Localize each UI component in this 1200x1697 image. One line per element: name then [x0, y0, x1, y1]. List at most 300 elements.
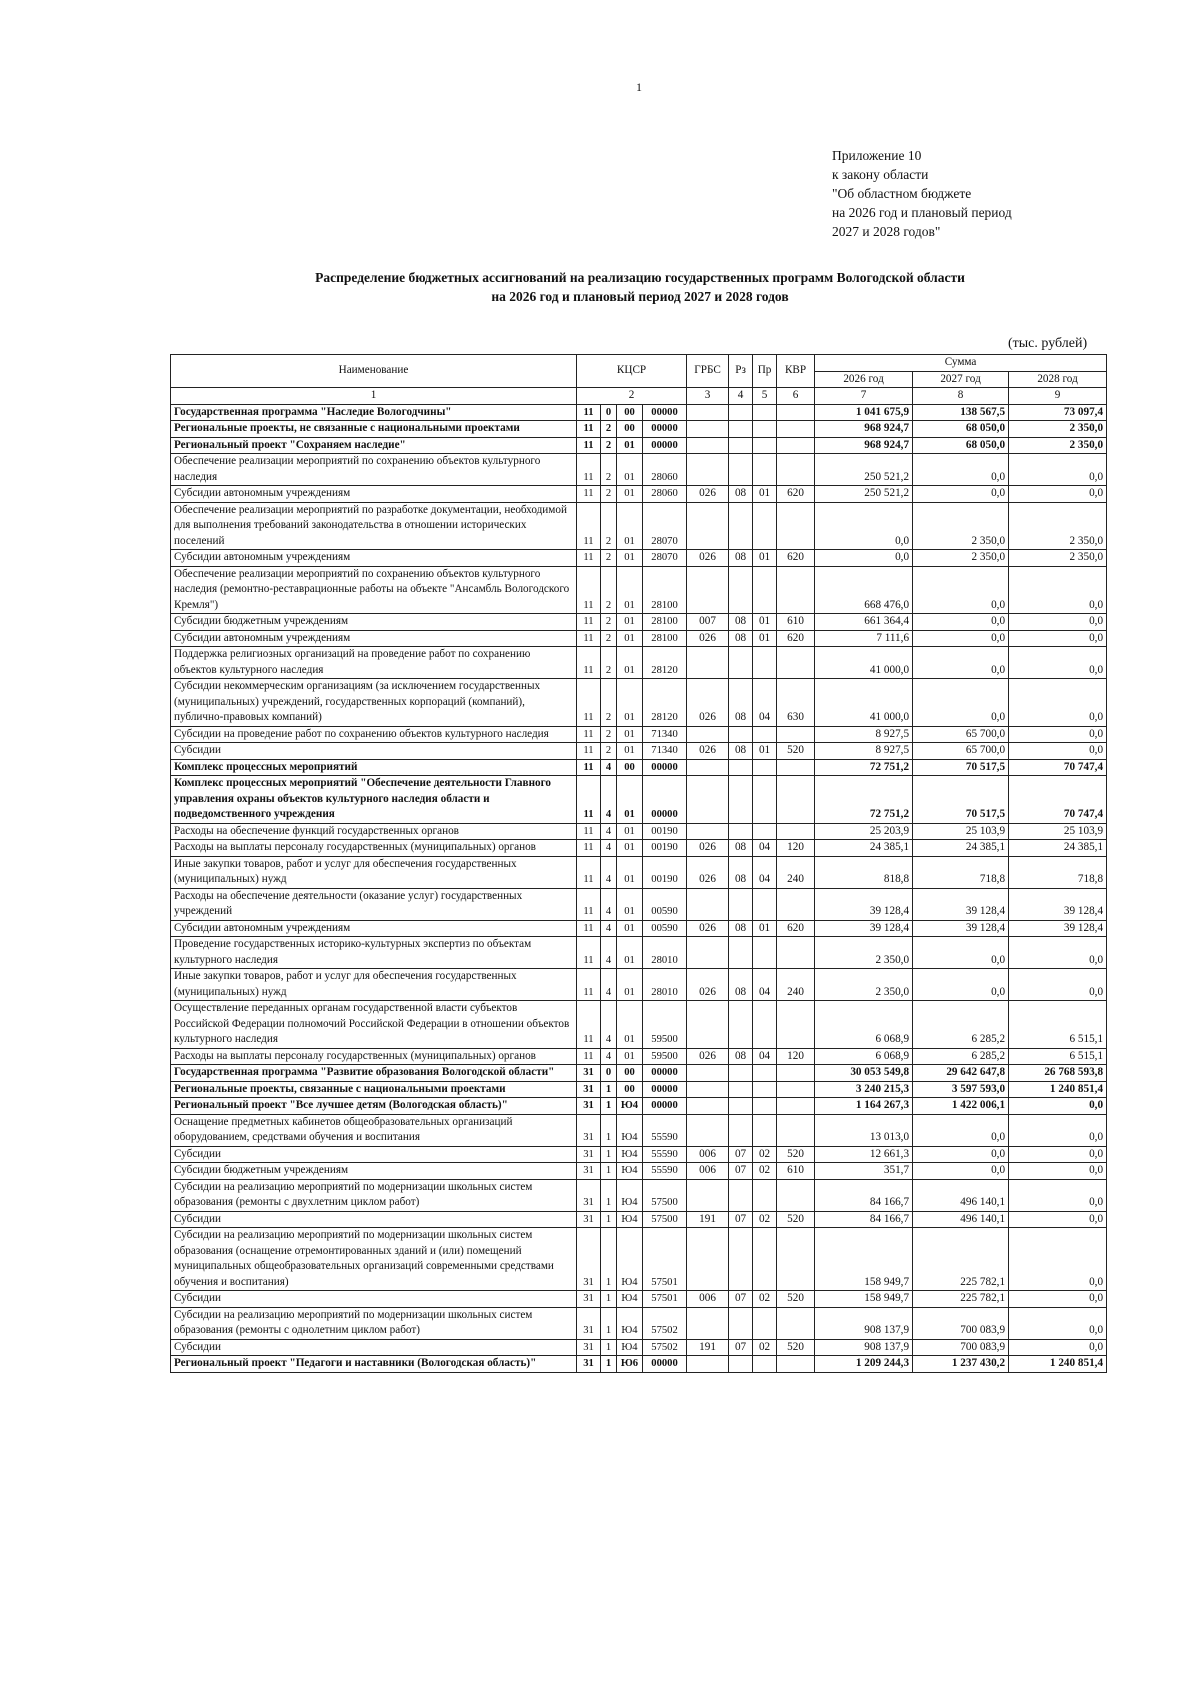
- kcsr-structure-code: Ю4: [617, 1339, 643, 1356]
- grbs-code: [687, 1179, 729, 1211]
- row-name: Субсидии автономным учреждениям: [171, 630, 577, 647]
- grbs-code: [687, 1228, 729, 1291]
- row-name: Государственная программа "Наследие Вологодчины": [171, 404, 577, 421]
- grbs-code: [687, 502, 729, 550]
- pr-code: [753, 1081, 777, 1098]
- kcsr-type-code: 1: [601, 1228, 617, 1291]
- pr-code: [753, 1179, 777, 1211]
- grbs-code: 191: [687, 1339, 729, 1356]
- kcsr-direction-code: 00000: [643, 404, 687, 421]
- sum-2027: 0,0: [913, 614, 1009, 631]
- row-name: Региональный проект "Все лучшее детям (Вологодская область)": [171, 1098, 577, 1115]
- kcsr-direction-code: 00190: [643, 840, 687, 857]
- kcsr-type-code: 2: [601, 679, 617, 727]
- header-year-2027: 2027 год: [913, 371, 1009, 388]
- sum-2028: 0,0: [1009, 1146, 1107, 1163]
- table-row: [171, 1048, 1107, 1065]
- table-row: [171, 566, 1107, 614]
- kvr-code: 630: [777, 679, 815, 727]
- row-name: Субсидии: [171, 743, 577, 760]
- kcsr-program-code: 11: [577, 937, 601, 969]
- grbs-code: [687, 1114, 729, 1146]
- sum-2026: 968 924,7: [815, 421, 913, 438]
- kcsr-type-code: 4: [601, 759, 617, 776]
- kvr-code: 620: [777, 920, 815, 937]
- table-row: [171, 1081, 1107, 1098]
- sum-2028: 718,8: [1009, 856, 1107, 888]
- kcsr-direction-code: 00000: [643, 1356, 687, 1373]
- header-grbs: ГРБС: [687, 355, 729, 388]
- kcsr-type-code: 4: [601, 920, 617, 937]
- rz-code: [729, 1098, 753, 1115]
- kcsr-type-code: 2: [601, 502, 617, 550]
- sum-2027: 0,0: [913, 1114, 1009, 1146]
- kvr-code: [777, 502, 815, 550]
- table-row: [171, 1228, 1107, 1291]
- rz-code: [729, 1307, 753, 1339]
- table-row: [171, 1001, 1107, 1049]
- kcsr-program-code: 11: [577, 679, 601, 727]
- document-title-line-1: Распределение бюджетных ассигнований на реализацию государственных программ Вологодской области: [315, 270, 965, 285]
- kvr-code: [777, 421, 815, 438]
- rz-code: [729, 726, 753, 743]
- kcsr-program-code: 11: [577, 437, 601, 454]
- sum-2028: 0,0: [1009, 630, 1107, 647]
- kcsr-direction-code: 28070: [643, 550, 687, 567]
- rz-code: [729, 454, 753, 486]
- sum-2027: 1 237 430,2: [913, 1356, 1009, 1373]
- kcsr-program-code: 11: [577, 1001, 601, 1049]
- table-row: [171, 1211, 1107, 1228]
- table-row: [171, 454, 1107, 486]
- kcsr-type-code: 2: [601, 630, 617, 647]
- kcsr-type-code: 1: [601, 1339, 617, 1356]
- rz-code: [729, 1001, 753, 1049]
- sum-2028: 0,0: [1009, 743, 1107, 760]
- kcsr-type-code: 4: [601, 1001, 617, 1049]
- rz-code: [729, 1065, 753, 1082]
- rz-code: [729, 647, 753, 679]
- sum-2028: 0,0: [1009, 937, 1107, 969]
- column-number: 4: [729, 388, 753, 405]
- kcsr-type-code: 1: [601, 1211, 617, 1228]
- grbs-code: [687, 404, 729, 421]
- grbs-code: 026: [687, 743, 729, 760]
- sum-2028: 2 350,0: [1009, 550, 1107, 567]
- document-title-line-2: на 2026 год и плановый период 2027 и 2028 годов: [491, 289, 789, 304]
- sum-2028: 70 747,4: [1009, 759, 1107, 776]
- sum-2027: 65 700,0: [913, 743, 1009, 760]
- kvr-code: [777, 1179, 815, 1211]
- kvr-code: [777, 937, 815, 969]
- row-name: Расходы на выплаты персоналу государственных (муниципальных) органов: [171, 840, 577, 857]
- kcsr-direction-code: 28100: [643, 630, 687, 647]
- kvr-code: 120: [777, 1048, 815, 1065]
- kvr-code: 610: [777, 614, 815, 631]
- kvr-code: [777, 1001, 815, 1049]
- pr-code: 01: [753, 550, 777, 567]
- rz-code: 08: [729, 630, 753, 647]
- kcsr-program-code: 11: [577, 454, 601, 486]
- kcsr-structure-code: 01: [617, 888, 643, 920]
- pr-code: 04: [753, 856, 777, 888]
- kcsr-structure-code: 01: [617, 566, 643, 614]
- pr-code: 01: [753, 920, 777, 937]
- kvr-code: [777, 1065, 815, 1082]
- kcsr-program-code: 31: [577, 1114, 601, 1146]
- sum-2027: 70 517,5: [913, 776, 1009, 824]
- kcsr-program-code: 31: [577, 1146, 601, 1163]
- table-row: [171, 421, 1107, 438]
- sum-2028: 0,0: [1009, 1179, 1107, 1211]
- sum-2026: 25 203,9: [815, 823, 913, 840]
- kcsr-direction-code: 00000: [643, 759, 687, 776]
- sum-2028: 0,0: [1009, 679, 1107, 727]
- row-name: Субсидии на реализацию мероприятий по модернизации школьных систем образования (ремонты с двухлетним циклом работ): [171, 1179, 577, 1211]
- kcsr-direction-code: 00000: [643, 1098, 687, 1115]
- kcsr-direction-code: 57500: [643, 1179, 687, 1211]
- pr-code: 01: [753, 630, 777, 647]
- sum-2027: 24 385,1: [913, 840, 1009, 857]
- rz-code: [729, 421, 753, 438]
- pr-code: [753, 1001, 777, 1049]
- sum-2028: 0,0: [1009, 1339, 1107, 1356]
- sum-2026: 908 137,9: [815, 1307, 913, 1339]
- sum-2026: 13 013,0: [815, 1114, 913, 1146]
- kcsr-direction-code: 71340: [643, 743, 687, 760]
- kcsr-type-code: 2: [601, 726, 617, 743]
- rz-code: 07: [729, 1211, 753, 1228]
- kcsr-program-code: 31: [577, 1228, 601, 1291]
- kcsr-type-code: 4: [601, 823, 617, 840]
- sum-2026: 30 053 549,8: [815, 1065, 913, 1082]
- sum-2026: 84 166,7: [815, 1211, 913, 1228]
- rz-code: 07: [729, 1291, 753, 1308]
- row-name: Субсидии на проведение работ по сохранению объектов культурного наследия: [171, 726, 577, 743]
- row-name: Субсидии: [171, 1211, 577, 1228]
- row-name: Осуществление переданных органам государственной власти субъектов Российской Федерации полномочий Российской Федерации в отношении объектов культурного наследия: [171, 1001, 577, 1049]
- sum-2026: 351,7: [815, 1163, 913, 1180]
- kcsr-direction-code: 28100: [643, 614, 687, 631]
- pr-code: 02: [753, 1339, 777, 1356]
- table-row: [171, 743, 1107, 760]
- kcsr-direction-code: 00000: [643, 776, 687, 824]
- row-name: Комплекс процессных мероприятий: [171, 759, 577, 776]
- table-row: [171, 920, 1107, 937]
- sum-2027: 2 350,0: [913, 502, 1009, 550]
- table-row: [171, 630, 1107, 647]
- sum-2027: 6 285,2: [913, 1001, 1009, 1049]
- grbs-code: [687, 1307, 729, 1339]
- sum-2027: 0,0: [913, 486, 1009, 503]
- kcsr-direction-code: 57501: [643, 1228, 687, 1291]
- kcsr-structure-code: Ю6: [617, 1356, 643, 1373]
- pr-code: [753, 647, 777, 679]
- table-row: [171, 1179, 1107, 1211]
- pr-code: [753, 1228, 777, 1291]
- sum-2028: 70 747,4: [1009, 776, 1107, 824]
- kcsr-direction-code: 57501: [643, 1291, 687, 1308]
- rz-code: 08: [729, 856, 753, 888]
- table-row: [171, 1356, 1107, 1373]
- pr-code: 02: [753, 1163, 777, 1180]
- row-name: Региональные проекты, связанные с национальными проектами: [171, 1081, 577, 1098]
- sum-2028: 39 128,4: [1009, 920, 1107, 937]
- sum-2027: 39 128,4: [913, 920, 1009, 937]
- kvr-code: 610: [777, 1163, 815, 1180]
- table-row: [171, 404, 1107, 421]
- table-row: [171, 679, 1107, 727]
- kcsr-direction-code: 00000: [643, 421, 687, 438]
- grbs-code: [687, 1098, 729, 1115]
- kcsr-direction-code: 55590: [643, 1163, 687, 1180]
- grbs-code: 026: [687, 550, 729, 567]
- row-name: Субсидии на реализацию мероприятий по модернизации школьных систем образования (ремонты с однолетним циклом работ): [171, 1307, 577, 1339]
- sum-2028: 39 128,4: [1009, 888, 1107, 920]
- sum-2026: 3 240 215,3: [815, 1081, 913, 1098]
- kcsr-type-code: 1: [601, 1114, 617, 1146]
- sum-2026: 8 927,5: [815, 726, 913, 743]
- grbs-code: [687, 647, 729, 679]
- kvr-code: 520: [777, 1211, 815, 1228]
- grbs-code: [687, 1081, 729, 1098]
- sum-2027: 68 050,0: [913, 437, 1009, 454]
- grbs-code: [687, 1065, 729, 1082]
- pr-code: 04: [753, 969, 777, 1001]
- table-row: [171, 888, 1107, 920]
- kcsr-type-code: 1: [601, 1179, 617, 1211]
- table-row: [171, 1065, 1107, 1082]
- sum-2026: 250 521,2: [815, 454, 913, 486]
- table-row: [171, 1114, 1107, 1146]
- sum-2028: 0,0: [1009, 454, 1107, 486]
- kcsr-structure-code: 01: [617, 486, 643, 503]
- appendix-line: к закону области: [832, 167, 929, 182]
- sum-2028: 73 097,4: [1009, 404, 1107, 421]
- rz-code: [729, 776, 753, 824]
- sum-2027: 1 422 006,1: [913, 1098, 1009, 1115]
- kcsr-type-code: 2: [601, 550, 617, 567]
- grbs-code: [687, 937, 729, 969]
- grbs-code: 026: [687, 856, 729, 888]
- kvr-code: [777, 454, 815, 486]
- kcsr-program-code: 11: [577, 759, 601, 776]
- header-kcsr: КЦСР: [577, 355, 687, 388]
- kcsr-type-code: 4: [601, 856, 617, 888]
- kvr-code: 620: [777, 486, 815, 503]
- grbs-code: 026: [687, 630, 729, 647]
- sum-2027: 700 083,9: [913, 1307, 1009, 1339]
- kcsr-structure-code: 01: [617, 840, 643, 857]
- pr-code: 02: [753, 1211, 777, 1228]
- sum-2027: 718,8: [913, 856, 1009, 888]
- sum-2026: 72 751,2: [815, 759, 913, 776]
- kcsr-direction-code: 28100: [643, 566, 687, 614]
- kcsr-structure-code: 01: [617, 1001, 643, 1049]
- sum-2026: 8 927,5: [815, 743, 913, 760]
- row-name: Субсидии бюджетным учреждениям: [171, 614, 577, 631]
- sum-2026: 6 068,9: [815, 1001, 913, 1049]
- sum-2027: 0,0: [913, 969, 1009, 1001]
- kcsr-structure-code: 01: [617, 454, 643, 486]
- table-row: [171, 502, 1107, 550]
- table-row: [171, 614, 1107, 631]
- row-name: Субсидии автономным учреждениям: [171, 550, 577, 567]
- pr-code: [753, 726, 777, 743]
- grbs-code: 026: [687, 920, 729, 937]
- rz-code: [729, 1179, 753, 1211]
- row-name: Поддержка религиозных организаций на проведение работ по сохранению объектов культурного наследия: [171, 647, 577, 679]
- sum-2028: 0,0: [1009, 647, 1107, 679]
- table-row: [171, 1098, 1107, 1115]
- sum-2026: 1 041 675,9: [815, 404, 913, 421]
- sum-2026: 6 068,9: [815, 1048, 913, 1065]
- units-label: (тыс. рублей): [1008, 336, 1088, 351]
- pr-code: [753, 454, 777, 486]
- column-numbers-row: [171, 388, 1107, 405]
- kcsr-program-code: 31: [577, 1211, 601, 1228]
- sum-2028: 2 350,0: [1009, 421, 1107, 438]
- table-row: [171, 726, 1107, 743]
- pr-code: [753, 1098, 777, 1115]
- kcsr-direction-code: 00000: [643, 1065, 687, 1082]
- row-name: Субсидии: [171, 1146, 577, 1163]
- sum-2027: 138 567,5: [913, 404, 1009, 421]
- kcsr-direction-code: 00590: [643, 888, 687, 920]
- kvr-code: [777, 823, 815, 840]
- grbs-code: [687, 1001, 729, 1049]
- kcsr-direction-code: 28060: [643, 454, 687, 486]
- kcsr-type-code: 1: [601, 1081, 617, 1098]
- sum-2028: 25 103,9: [1009, 823, 1107, 840]
- appendix-line: на 2026 год и плановый период: [832, 205, 1012, 220]
- kcsr-program-code: 31: [577, 1339, 601, 1356]
- sum-2026: 41 000,0: [815, 647, 913, 679]
- kcsr-direction-code: 28010: [643, 937, 687, 969]
- row-name: Региональный проект "Сохраняем наследие": [171, 437, 577, 454]
- kcsr-program-code: 11: [577, 486, 601, 503]
- column-number: 8: [913, 388, 1009, 405]
- sum-2026: 0,0: [815, 502, 913, 550]
- kcsr-structure-code: 01: [617, 937, 643, 969]
- kcsr-program-code: 11: [577, 969, 601, 1001]
- table-row: [171, 823, 1107, 840]
- table-row: [171, 437, 1107, 454]
- sum-2027: 0,0: [913, 679, 1009, 727]
- sum-2028: 24 385,1: [1009, 840, 1107, 857]
- grbs-code: [687, 421, 729, 438]
- kcsr-program-code: 31: [577, 1307, 601, 1339]
- kcsr-structure-code: 00: [617, 421, 643, 438]
- header-sum: Сумма: [815, 355, 1107, 372]
- table-row: [171, 759, 1107, 776]
- grbs-code: [687, 823, 729, 840]
- column-number: 3: [687, 388, 729, 405]
- kcsr-structure-code: 01: [617, 679, 643, 727]
- kcsr-direction-code: 57500: [643, 1211, 687, 1228]
- kcsr-program-code: 31: [577, 1081, 601, 1098]
- kcsr-structure-code: 01: [617, 920, 643, 937]
- column-number: 2: [577, 388, 687, 405]
- sum-2027: 65 700,0: [913, 726, 1009, 743]
- column-number: 5: [753, 388, 777, 405]
- pr-code: [753, 823, 777, 840]
- rz-code: 07: [729, 1163, 753, 1180]
- kcsr-structure-code: Ю4: [617, 1146, 643, 1163]
- kcsr-structure-code: Ю4: [617, 1211, 643, 1228]
- table-row: [171, 969, 1107, 1001]
- kcsr-type-code: 4: [601, 937, 617, 969]
- kcsr-structure-code: 01: [617, 1048, 643, 1065]
- kcsr-direction-code: 28120: [643, 647, 687, 679]
- sum-2026: 39 128,4: [815, 920, 913, 937]
- kcsr-direction-code: 00190: [643, 823, 687, 840]
- kcsr-type-code: 2: [601, 421, 617, 438]
- rz-code: [729, 437, 753, 454]
- sum-2028: 26 768 593,8: [1009, 1065, 1107, 1082]
- sum-2028: 0,0: [1009, 1211, 1107, 1228]
- table-row: [171, 1163, 1107, 1180]
- rz-code: 08: [729, 679, 753, 727]
- pr-code: 04: [753, 679, 777, 727]
- kvr-code: 240: [777, 969, 815, 1001]
- pr-code: [753, 1307, 777, 1339]
- column-number: 7: [815, 388, 913, 405]
- header-rz: Рз: [729, 355, 753, 388]
- grbs-code: [687, 726, 729, 743]
- sum-2026: 1 164 267,3: [815, 1098, 913, 1115]
- row-name: Государственная программа "Развитие образования Вологодской области": [171, 1065, 577, 1082]
- sum-2028: 1 240 851,4: [1009, 1081, 1107, 1098]
- sum-2026: 0,0: [815, 550, 913, 567]
- kcsr-type-code: 1: [601, 1163, 617, 1180]
- kcsr-direction-code: 00590: [643, 920, 687, 937]
- kvr-code: [777, 647, 815, 679]
- pr-code: [753, 1114, 777, 1146]
- grbs-code: 026: [687, 1048, 729, 1065]
- pr-code: 02: [753, 1291, 777, 1308]
- row-name: Расходы на выплаты персоналу государственных (муниципальных) органов: [171, 1048, 577, 1065]
- kcsr-direction-code: 55590: [643, 1114, 687, 1146]
- kcsr-type-code: 2: [601, 437, 617, 454]
- table-row: [171, 1291, 1107, 1308]
- kcsr-direction-code: 71340: [643, 726, 687, 743]
- pr-code: [753, 437, 777, 454]
- sum-2028: 0,0: [1009, 486, 1107, 503]
- pr-code: [753, 1065, 777, 1082]
- row-name: Региональные проекты, не связанные с национальными проектами: [171, 421, 577, 438]
- kcsr-type-code: 4: [601, 840, 617, 857]
- kcsr-type-code: 2: [601, 566, 617, 614]
- sum-2026: 7 111,6: [815, 630, 913, 647]
- kcsr-program-code: 31: [577, 1291, 601, 1308]
- kcsr-program-code: 11: [577, 726, 601, 743]
- sum-2027: 496 140,1: [913, 1211, 1009, 1228]
- kcsr-type-code: 4: [601, 776, 617, 824]
- rz-code: [729, 404, 753, 421]
- sum-2028: 6 515,1: [1009, 1048, 1107, 1065]
- kcsr-type-code: 2: [601, 454, 617, 486]
- kcsr-direction-code: 00190: [643, 856, 687, 888]
- rz-code: 08: [729, 1048, 753, 1065]
- kcsr-program-code: 11: [577, 421, 601, 438]
- kvr-code: [777, 888, 815, 920]
- sum-2026: 2 350,0: [815, 969, 913, 1001]
- rz-code: [729, 502, 753, 550]
- kcsr-program-code: 31: [577, 1356, 601, 1373]
- table-row: [171, 937, 1107, 969]
- kvr-code: 240: [777, 856, 815, 888]
